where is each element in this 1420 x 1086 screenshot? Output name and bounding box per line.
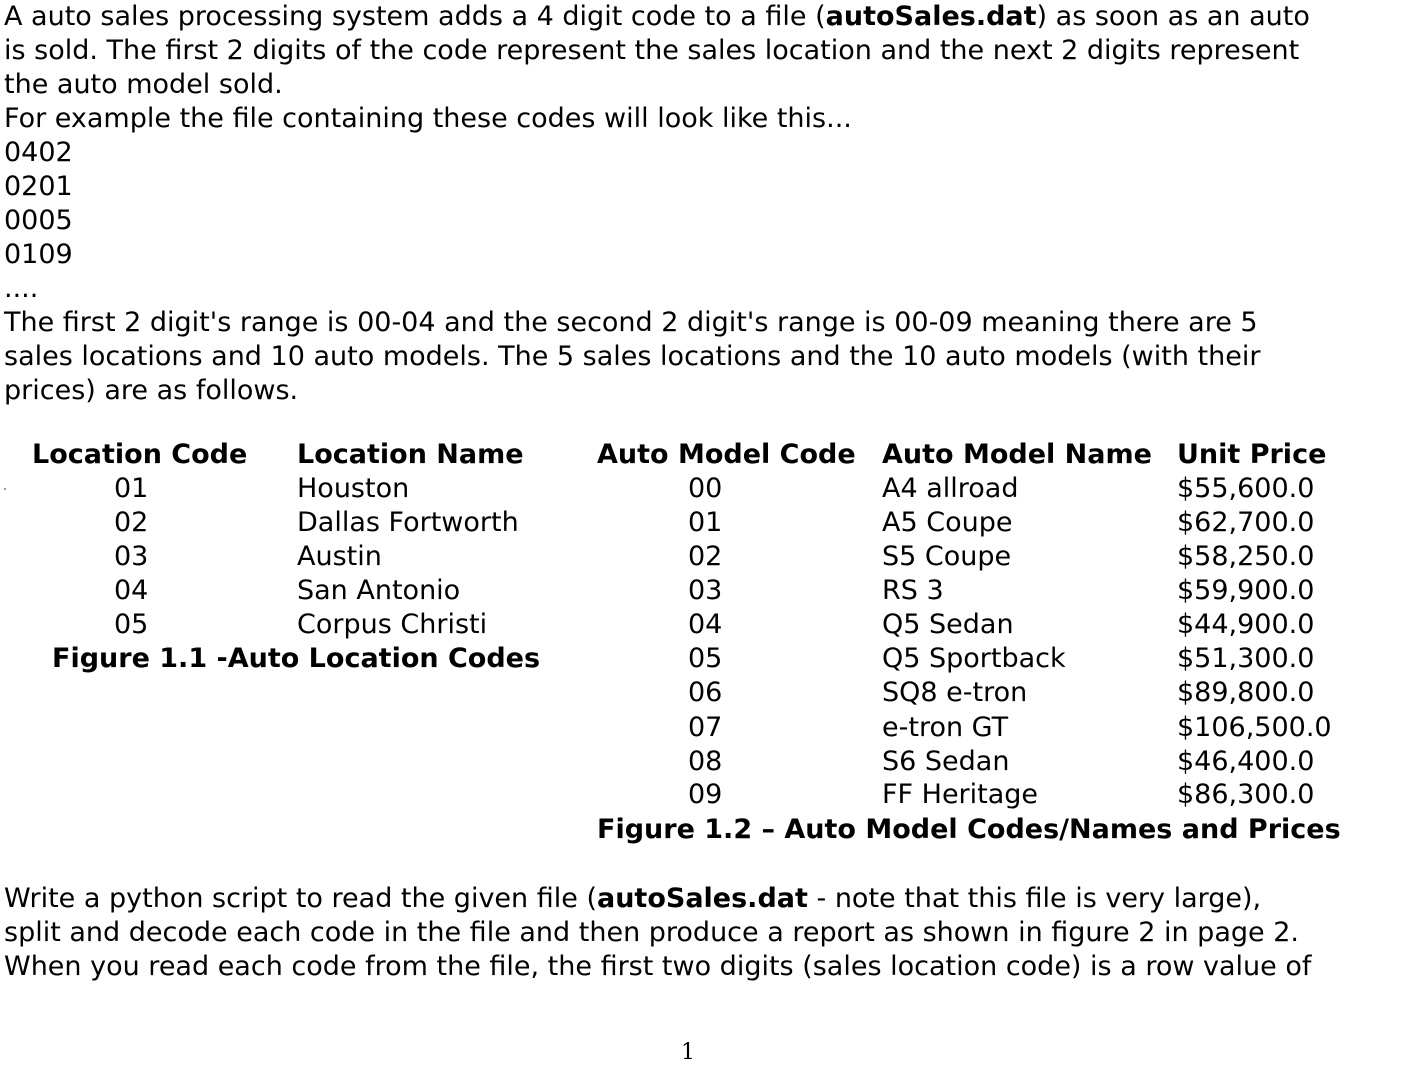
model-code-cell: 04 [688, 609, 723, 640]
unit-price-cell: $59,900.0 [1177, 575, 1315, 606]
range-line-1: The first 2 digit's range is 00-04 and the second 2 digit's range is 00-09 meaning there are 5 [4, 307, 1258, 338]
unit-price-cell: $106,500.0 [1177, 712, 1332, 743]
model-code-cell: 02 [688, 541, 723, 572]
model-name-cell: RS 3 [882, 575, 944, 606]
model-name-cell: e-tron GT [882, 712, 1009, 743]
task-line-1: Write a python script to read the given file (autoSales.dat - note that this file is very large), [4, 883, 1262, 914]
model-code-cell: 06 [688, 677, 723, 708]
example-code: 0201 [4, 171, 73, 202]
intro-paragraph [4, 0, 1416, 408]
unit-price-cell: $51,300.0 [1177, 643, 1315, 674]
model-name-cell: Q5 Sportback [882, 643, 1066, 674]
model-code-cell: 08 [688, 746, 723, 777]
model-code-cell: 01 [688, 507, 723, 538]
unit-price-cell: $46,400.0 [1177, 746, 1315, 777]
example-code: 0109 [4, 239, 73, 270]
intro-line-2: is sold. The first 2 digits of the code represent the sales location and the next 2 digits represent [4, 35, 1300, 66]
example-code: 0005 [4, 205, 73, 236]
example-code: 0402 [4, 137, 73, 168]
model-code-cell: 05 [688, 643, 723, 674]
unit-price-cell: $44,900.0 [1177, 609, 1315, 640]
location-name-cell: San Antonio [297, 575, 461, 606]
filename-bold: autoSales.dat [825, 1, 1037, 32]
model-code-cell: 03 [688, 575, 723, 606]
model-code-header: Auto Model Code [597, 439, 856, 470]
example-ellipsis: .... [4, 273, 39, 304]
page-number: 1 [681, 1040, 695, 1065]
task-paragraph [4, 882, 1416, 984]
intro-line-4: For example the file containing these codes will look like this... [4, 103, 852, 134]
range-line-2: sales locations and 10 auto models. The 5 sales locations and the 10 auto models (with their [4, 341, 1261, 372]
location-code-header: Location Code [32, 439, 248, 470]
model-name-cell: A4 allroad [882, 473, 1019, 504]
unit-price-header: Unit Price [1177, 439, 1327, 470]
model-name-cell: FF Heritage [882, 779, 1039, 810]
location-code-cell: 05 [114, 609, 149, 640]
unit-price-cell: $62,700.0 [1177, 507, 1315, 538]
location-name-header: Location Name [297, 439, 524, 470]
model-name-cell: S5 Coupe [882, 541, 1012, 572]
figure-1-1-caption: Figure 1.1 -Auto Location Codes [52, 643, 541, 674]
filename-bold: autoSales.dat [596, 883, 808, 914]
location-code-cell: 02 [114, 507, 149, 538]
task-line-3: When you read each code from the file, the first two digits (sales location code) is a row value of [4, 951, 1312, 982]
unit-price-cell: $89,800.0 [1177, 677, 1315, 708]
location-name-cell: Dallas Fortworth [297, 507, 519, 538]
model-name-cell: SQ8 e-tron [882, 677, 1028, 708]
intro-line-3: the auto model sold. [4, 69, 283, 100]
model-name-header: Auto Model Name [882, 439, 1152, 470]
model-code-cell: 00 [688, 473, 723, 504]
stray-mark [4, 488, 6, 490]
range-line-3: prices) are as follows. [4, 375, 299, 406]
location-name-cell: Austin [297, 541, 382, 572]
location-name-cell: Houston [297, 473, 410, 504]
model-code-cell: 07 [688, 712, 723, 743]
unit-price-cell: $86,300.0 [1177, 779, 1315, 810]
location-code-cell: 01 [114, 473, 149, 504]
location-name-cell: Corpus Christi [297, 609, 488, 640]
model-name-cell: A5 Coupe [882, 507, 1013, 538]
unit-price-cell: $58,250.0 [1177, 541, 1315, 572]
model-code-cell: 09 [688, 779, 723, 810]
intro-line-1: A auto sales processing system adds a 4 digit code to a file (autoSales.dat) as soon as an auto [4, 1, 1310, 32]
task-line-2: split and decode each code in the file and then produce a report as shown in figure 2 in page 2. [4, 917, 1299, 948]
figure-1-2-caption: Figure 1.2 – Auto Model Codes/Names and Prices [597, 814, 1341, 845]
location-code-cell: 03 [114, 541, 149, 572]
location-code-cell: 04 [114, 575, 149, 606]
unit-price-cell: $55,600.0 [1177, 473, 1315, 504]
model-name-cell: Q5 Sedan [882, 609, 1014, 640]
model-name-cell: S6 Sedan [882, 746, 1010, 777]
